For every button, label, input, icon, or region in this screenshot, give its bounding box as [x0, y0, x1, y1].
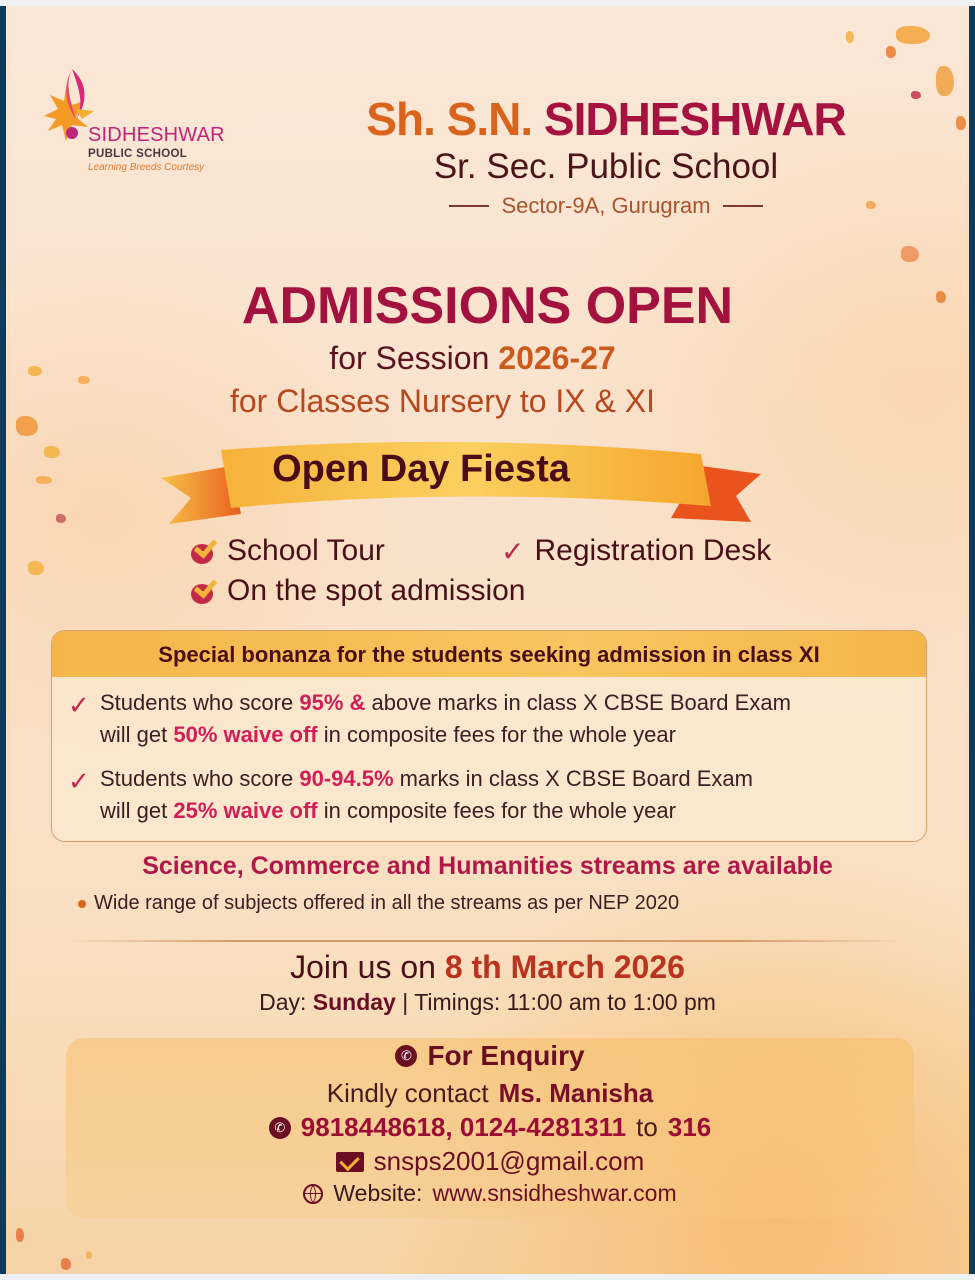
- admissions-classes: for Classes Nursery to IX & XI: [229, 383, 655, 419]
- streams-heading: Science, Commerce and Humanities streams are available: [142, 852, 833, 880]
- confetti-decoration: [846, 31, 854, 43]
- admissions-title: ADMISSIONS OPEN: [241, 277, 734, 335]
- confetti-decoration: [36, 476, 52, 484]
- flame-bird-icon: [36, 61, 96, 171]
- text: will get: [100, 722, 174, 747]
- separator: |: [402, 989, 409, 1015]
- school-subtitle: Sr. Sec. Public School: [433, 147, 779, 186]
- phone-to: to: [636, 1112, 658, 1142]
- text: above marks in class X CBSE Board Exam: [365, 690, 791, 715]
- bonanza-heading: Special bonanza for the students seeking admission in class XI: [52, 631, 926, 677]
- confetti-decoration: [28, 561, 44, 575]
- day-value: Sunday: [312, 989, 396, 1015]
- mail-icon: [336, 1152, 364, 1172]
- event-day-timings: [6, 989, 969, 1016]
- badge-check-icon: [191, 538, 217, 564]
- enquiry-title: [66, 1040, 914, 1072]
- confetti-decoration: [956, 116, 966, 130]
- bonanza-line-2: [100, 795, 753, 827]
- school-logo: [36, 61, 256, 186]
- bonanza-line-1: [100, 687, 791, 719]
- school-name-prefix: Sh. S.N.: [366, 93, 533, 145]
- confetti-decoration: [886, 46, 896, 58]
- enquiry-contact: [66, 1078, 914, 1109]
- feature-item: [501, 534, 771, 568]
- phone-icon: ✆: [269, 1117, 291, 1139]
- join-prefix: Join us on: [290, 949, 436, 985]
- logo-tagline: Learning Breeds Courtesy: [88, 162, 205, 173]
- feature-label: School Tour: [227, 534, 385, 567]
- open-day-title: Open Day Fiesta: [272, 448, 570, 490]
- bonanza-item: [68, 763, 753, 827]
- confetti-decoration: [16, 1228, 24, 1242]
- confetti-decoration: [86, 1251, 92, 1259]
- highlight: 50% waive off: [173, 722, 318, 747]
- session-value: 2026-27: [498, 340, 616, 376]
- section-divider: [66, 940, 906, 942]
- check-icon: ✓: [68, 766, 90, 796]
- session-prefix: for Session: [329, 340, 490, 376]
- logo-subtitle: PUBLIC SCHOOL: [88, 148, 188, 160]
- admissions-block: [6, 276, 969, 422]
- bonanza-line-2: [100, 719, 791, 751]
- phone-range-end: 316: [667, 1112, 712, 1142]
- bullet-icon: [78, 900, 86, 908]
- event-date: [6, 946, 969, 988]
- feature-item: [191, 534, 385, 568]
- text: Students who score: [100, 766, 300, 791]
- school-name: [296, 91, 916, 147]
- enquiry-title-text: For Enquiry: [427, 1040, 585, 1071]
- text: marks in class X CBSE Board Exam: [393, 766, 753, 791]
- logo-name: SIDHESHWAR: [88, 124, 225, 146]
- check-icon: ✓: [68, 690, 90, 720]
- phone-numbers[interactable]: 9818448618, 0124-4281311: [300, 1112, 627, 1142]
- text: will get: [100, 798, 174, 823]
- feature-label: On the spot admission: [227, 574, 526, 607]
- website-url[interactable]: www.snsidheshwar.com: [432, 1180, 677, 1206]
- event-date-value: 8 th March 2026: [444, 949, 685, 985]
- timings: Timings: 11:00 am to 1:00 pm: [414, 989, 716, 1015]
- text: in composite fees for the whole year: [317, 798, 676, 823]
- admission-poster: [6, 6, 969, 1274]
- confetti-decoration: [56, 514, 66, 523]
- check-icon: ✓: [501, 535, 525, 567]
- screenshot-frame: [0, 6, 975, 1274]
- phone-icon: ✆: [395, 1045, 417, 1067]
- text: Students who score: [100, 690, 300, 715]
- text: in composite fees for the whole year: [317, 722, 676, 747]
- bonanza-item: [68, 687, 791, 751]
- divider-dash: [449, 205, 489, 207]
- enquiry-email: [66, 1146, 914, 1177]
- email-address[interactable]: snsps2001@gmail.com: [373, 1146, 645, 1176]
- enquiry-website: [66, 1180, 914, 1207]
- enquiry-phone: [66, 1112, 914, 1143]
- location-text: Sector-9A, Gurugram: [501, 193, 711, 218]
- streams-note-text: Wide range of subjects offered in all the streams as per NEP 2020: [94, 892, 680, 914]
- globe-icon: [303, 1184, 323, 1204]
- highlight: 90-94.5%: [299, 766, 394, 791]
- streams-note: [78, 892, 679, 915]
- school-header: [296, 91, 916, 219]
- admissions-session: [6, 336, 969, 380]
- confetti-decoration: [936, 66, 954, 96]
- enquiry-box: [66, 1038, 914, 1218]
- confetti-decoration: [44, 446, 60, 458]
- bonanza-line-1: [100, 763, 753, 795]
- confetti-decoration: [896, 26, 930, 44]
- confetti-decoration: [61, 1258, 71, 1270]
- school-location: [296, 193, 916, 219]
- divider-dash: [723, 205, 763, 207]
- badge-check-icon: [191, 578, 217, 604]
- contact-prefix: Kindly contact: [326, 1078, 489, 1108]
- highlight: 25% waive off: [173, 798, 318, 823]
- feature-item: [191, 574, 526, 608]
- highlight: 95% &: [299, 690, 366, 715]
- school-name-main: SIDHESHWAR: [543, 93, 846, 145]
- bonanza-box: [51, 630, 927, 842]
- feature-label: Registration Desk: [534, 534, 772, 567]
- day-label: Day:: [259, 989, 307, 1015]
- website-label: Website:: [333, 1180, 423, 1206]
- contact-name: Ms. Manisha: [498, 1078, 654, 1108]
- open-day-ribbon: [161, 436, 761, 526]
- confetti-decoration: [901, 246, 919, 262]
